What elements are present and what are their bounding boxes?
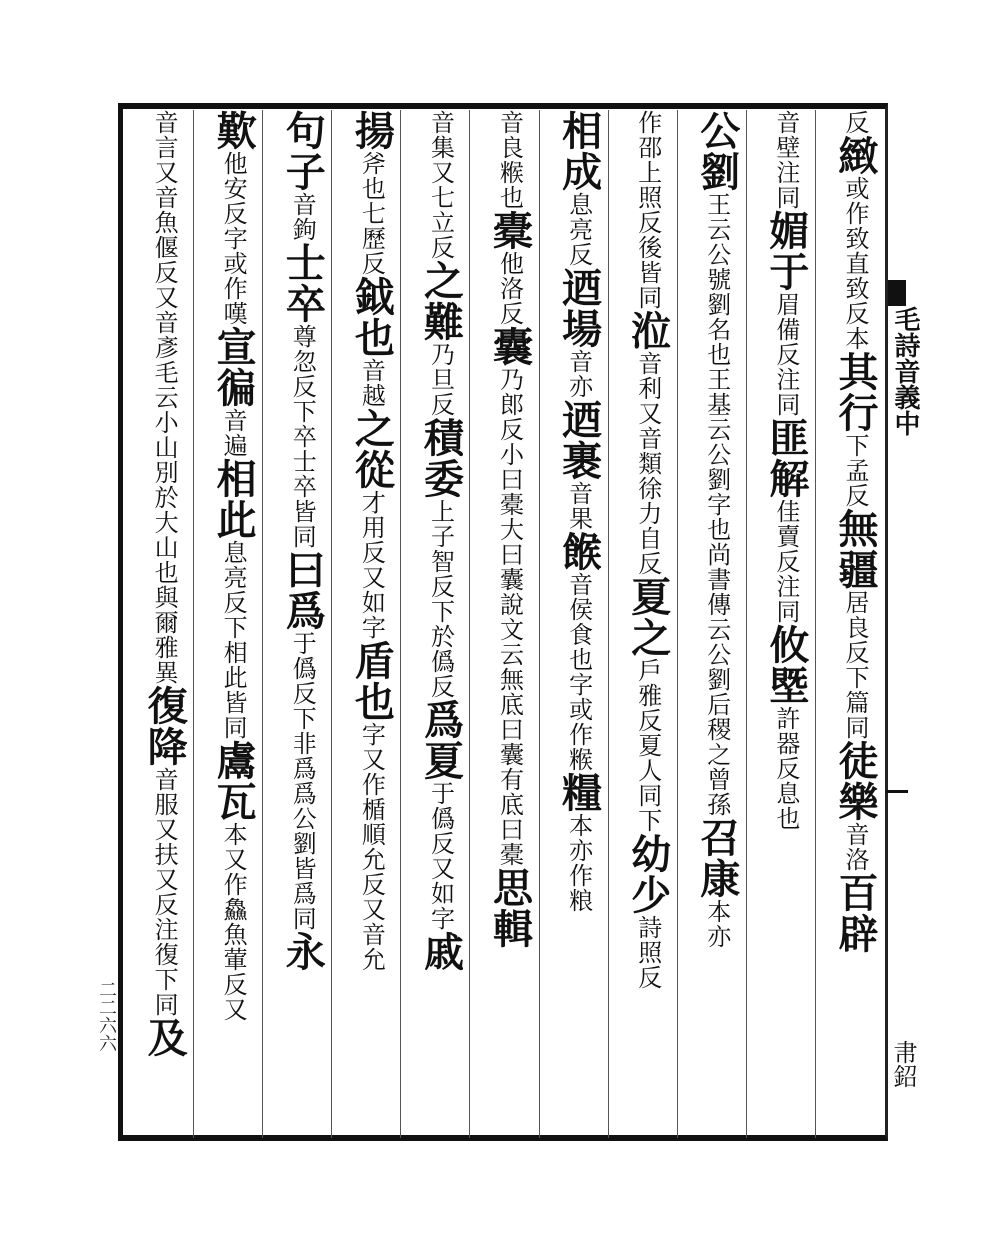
annotation-text: 反 (840, 110, 869, 135)
annotation-text: 音良糇也 (495, 110, 524, 210)
headword-text: 揚 (348, 110, 396, 151)
headword-text: 涖 (624, 310, 672, 351)
headword-text: 復降 (141, 685, 189, 767)
annotation-text: 才用反又如字 (357, 490, 386, 640)
annotation-text: 音果 (564, 481, 593, 531)
annotation-text: 下孟反 (840, 433, 869, 508)
headword-text: 及 (141, 1017, 189, 1058)
headword-text: 宣徧 (210, 326, 258, 408)
headword-text: 百辟 (831, 872, 879, 954)
column-rule (677, 110, 678, 1138)
column-rule (400, 110, 401, 1138)
column-rule (193, 110, 194, 1138)
annotation-text: 許器反息也 (771, 706, 800, 831)
headword-text: 積委 (417, 417, 465, 499)
annotation-text: 音鉤 (288, 192, 317, 242)
text-column (547, 110, 604, 1138)
headword-text: 餱 (555, 531, 603, 572)
text-column (339, 110, 396, 1138)
headword-text: 永 (279, 931, 327, 972)
text-column (616, 110, 673, 1138)
text-column (823, 110, 880, 1138)
annotation-text: 于僞反下非爲爲公劉皆爲同 (288, 631, 317, 931)
headword-text: 爲夏 (417, 699, 465, 781)
annotation-text: 息亮反下相此皆同 (219, 540, 248, 740)
headword-text: 相成 (555, 110, 603, 192)
headword-text: 迺場 (555, 267, 603, 349)
fishtail-mark (888, 280, 906, 306)
column-rule (815, 110, 816, 1138)
headword-text: 夏之 (624, 576, 672, 658)
text-column (270, 110, 327, 1138)
annotation-text: 他安反字或作嘆 (219, 151, 248, 326)
headword-text: 媚于 (762, 210, 810, 292)
headword-text: 之難 (417, 260, 465, 342)
page-number: 二二六六 (96, 980, 117, 1052)
text-column (754, 110, 811, 1138)
text-column (685, 110, 742, 1138)
headword-text: 幼少 (624, 833, 672, 915)
margin-tick (886, 790, 908, 793)
text-column (201, 110, 258, 1138)
annotation-text: 乃旦反 (426, 342, 455, 417)
annotation-text: 本亦作粮 (564, 813, 593, 913)
annotation-text: 本亦 (702, 899, 731, 949)
headword-text: 糧 (555, 772, 603, 813)
text-column (132, 110, 189, 1138)
book-title: 毛詩音義中 (890, 306, 920, 436)
headword-text: 囊 (486, 326, 534, 367)
headword-text: 曰爲 (279, 549, 327, 631)
text-column (477, 110, 534, 1138)
annotation-text: 上子智反下於僞反 (426, 499, 455, 699)
headword-text: 無疆 (831, 508, 879, 590)
headword-text: 鉞也 (348, 276, 396, 358)
headword-text: 匪解 (762, 417, 810, 499)
annotation-text: 于僞反又如字 (426, 781, 455, 931)
annotation-text: 音越 (357, 358, 386, 408)
headword-text: 其行 (831, 351, 879, 433)
annotation-text: 或作致 (840, 176, 869, 251)
annotation-text: 音服又扶又反注復下同 (150, 767, 179, 1017)
headword-text: 相此 (210, 458, 258, 540)
headword-text: 公劉 (693, 110, 741, 192)
annotation-text: 乃郎反小曰橐大曰囊說文云無底曰囊有底曰橐 (495, 367, 524, 867)
headword-text: 盾也 (348, 640, 396, 722)
column-rule (331, 110, 332, 1138)
annotation-text: 王云公號劉名也王基云公劉字也尚書傳云公劉后稷之曾孫 (702, 192, 731, 817)
annotation-text: 下 (633, 808, 662, 833)
headword-text: 鬳瓦 (210, 740, 258, 822)
annotation-text: 作邵上照反後皆同 (633, 110, 662, 310)
headword-text: 戚 (417, 931, 465, 972)
annotation-text: 音洛 (840, 822, 869, 872)
annotation-text: 斧也七歷反 (357, 151, 386, 276)
annotation-text: 居良反下篇同 (840, 590, 869, 740)
annotation-text: 本又作鱻魚葷反又 (219, 822, 248, 1022)
headword-text: 攸塈 (762, 624, 810, 706)
headword-text: 歎 (210, 110, 258, 151)
annotation-text: 詩照反 (633, 915, 662, 990)
annotation-text: 尊忽反下卒士卒皆同 (288, 324, 317, 549)
annotation-text: 音壁注同 (771, 110, 800, 210)
annotation-text: 他洛反 (495, 251, 524, 326)
headword-text: 橐 (486, 210, 534, 251)
annotation-text: 直致反本 (840, 251, 869, 351)
headword-text: 士卒 (279, 242, 327, 324)
annotation-text: 音遍 (219, 408, 248, 458)
annotation-text: 眉備反注同 (771, 292, 800, 417)
headword-text: 之從 (348, 408, 396, 490)
column-rule (262, 110, 263, 1138)
annotation-text: 音侯食也字或作糇 (564, 572, 593, 772)
column-rule (539, 110, 540, 1138)
text-column (408, 110, 465, 1138)
headword-text: 召康 (693, 817, 741, 899)
column-rule (746, 110, 747, 1138)
column-rule (469, 110, 470, 1138)
edge-text: 帇鉊 (889, 1040, 917, 1088)
annotation-text: 音利又音類徐力自反 (633, 351, 662, 576)
annotation-text: 息亮反 (564, 192, 593, 267)
headword-text: 緻 (831, 135, 879, 176)
headword-text: 迺裹 (555, 399, 603, 481)
headword-text: 句子 (279, 110, 327, 192)
annotation-text: 戶雅反夏人同 (633, 658, 662, 808)
column-rule (608, 110, 609, 1138)
annotation-text: 字又作楯順允反又音允 (357, 722, 386, 972)
annotation-text: 音亦 (564, 349, 593, 399)
headword-text: 思輯 (486, 867, 534, 949)
headword-text: 徒樂 (831, 740, 879, 822)
annotation-text: 音言又音魚偃反又音彥毛云小山別於大山也與爾雅異 (150, 110, 179, 685)
annotation-text: 音集又七立反 (426, 110, 455, 260)
annotation-text: 佳賣反注同 (771, 499, 800, 624)
